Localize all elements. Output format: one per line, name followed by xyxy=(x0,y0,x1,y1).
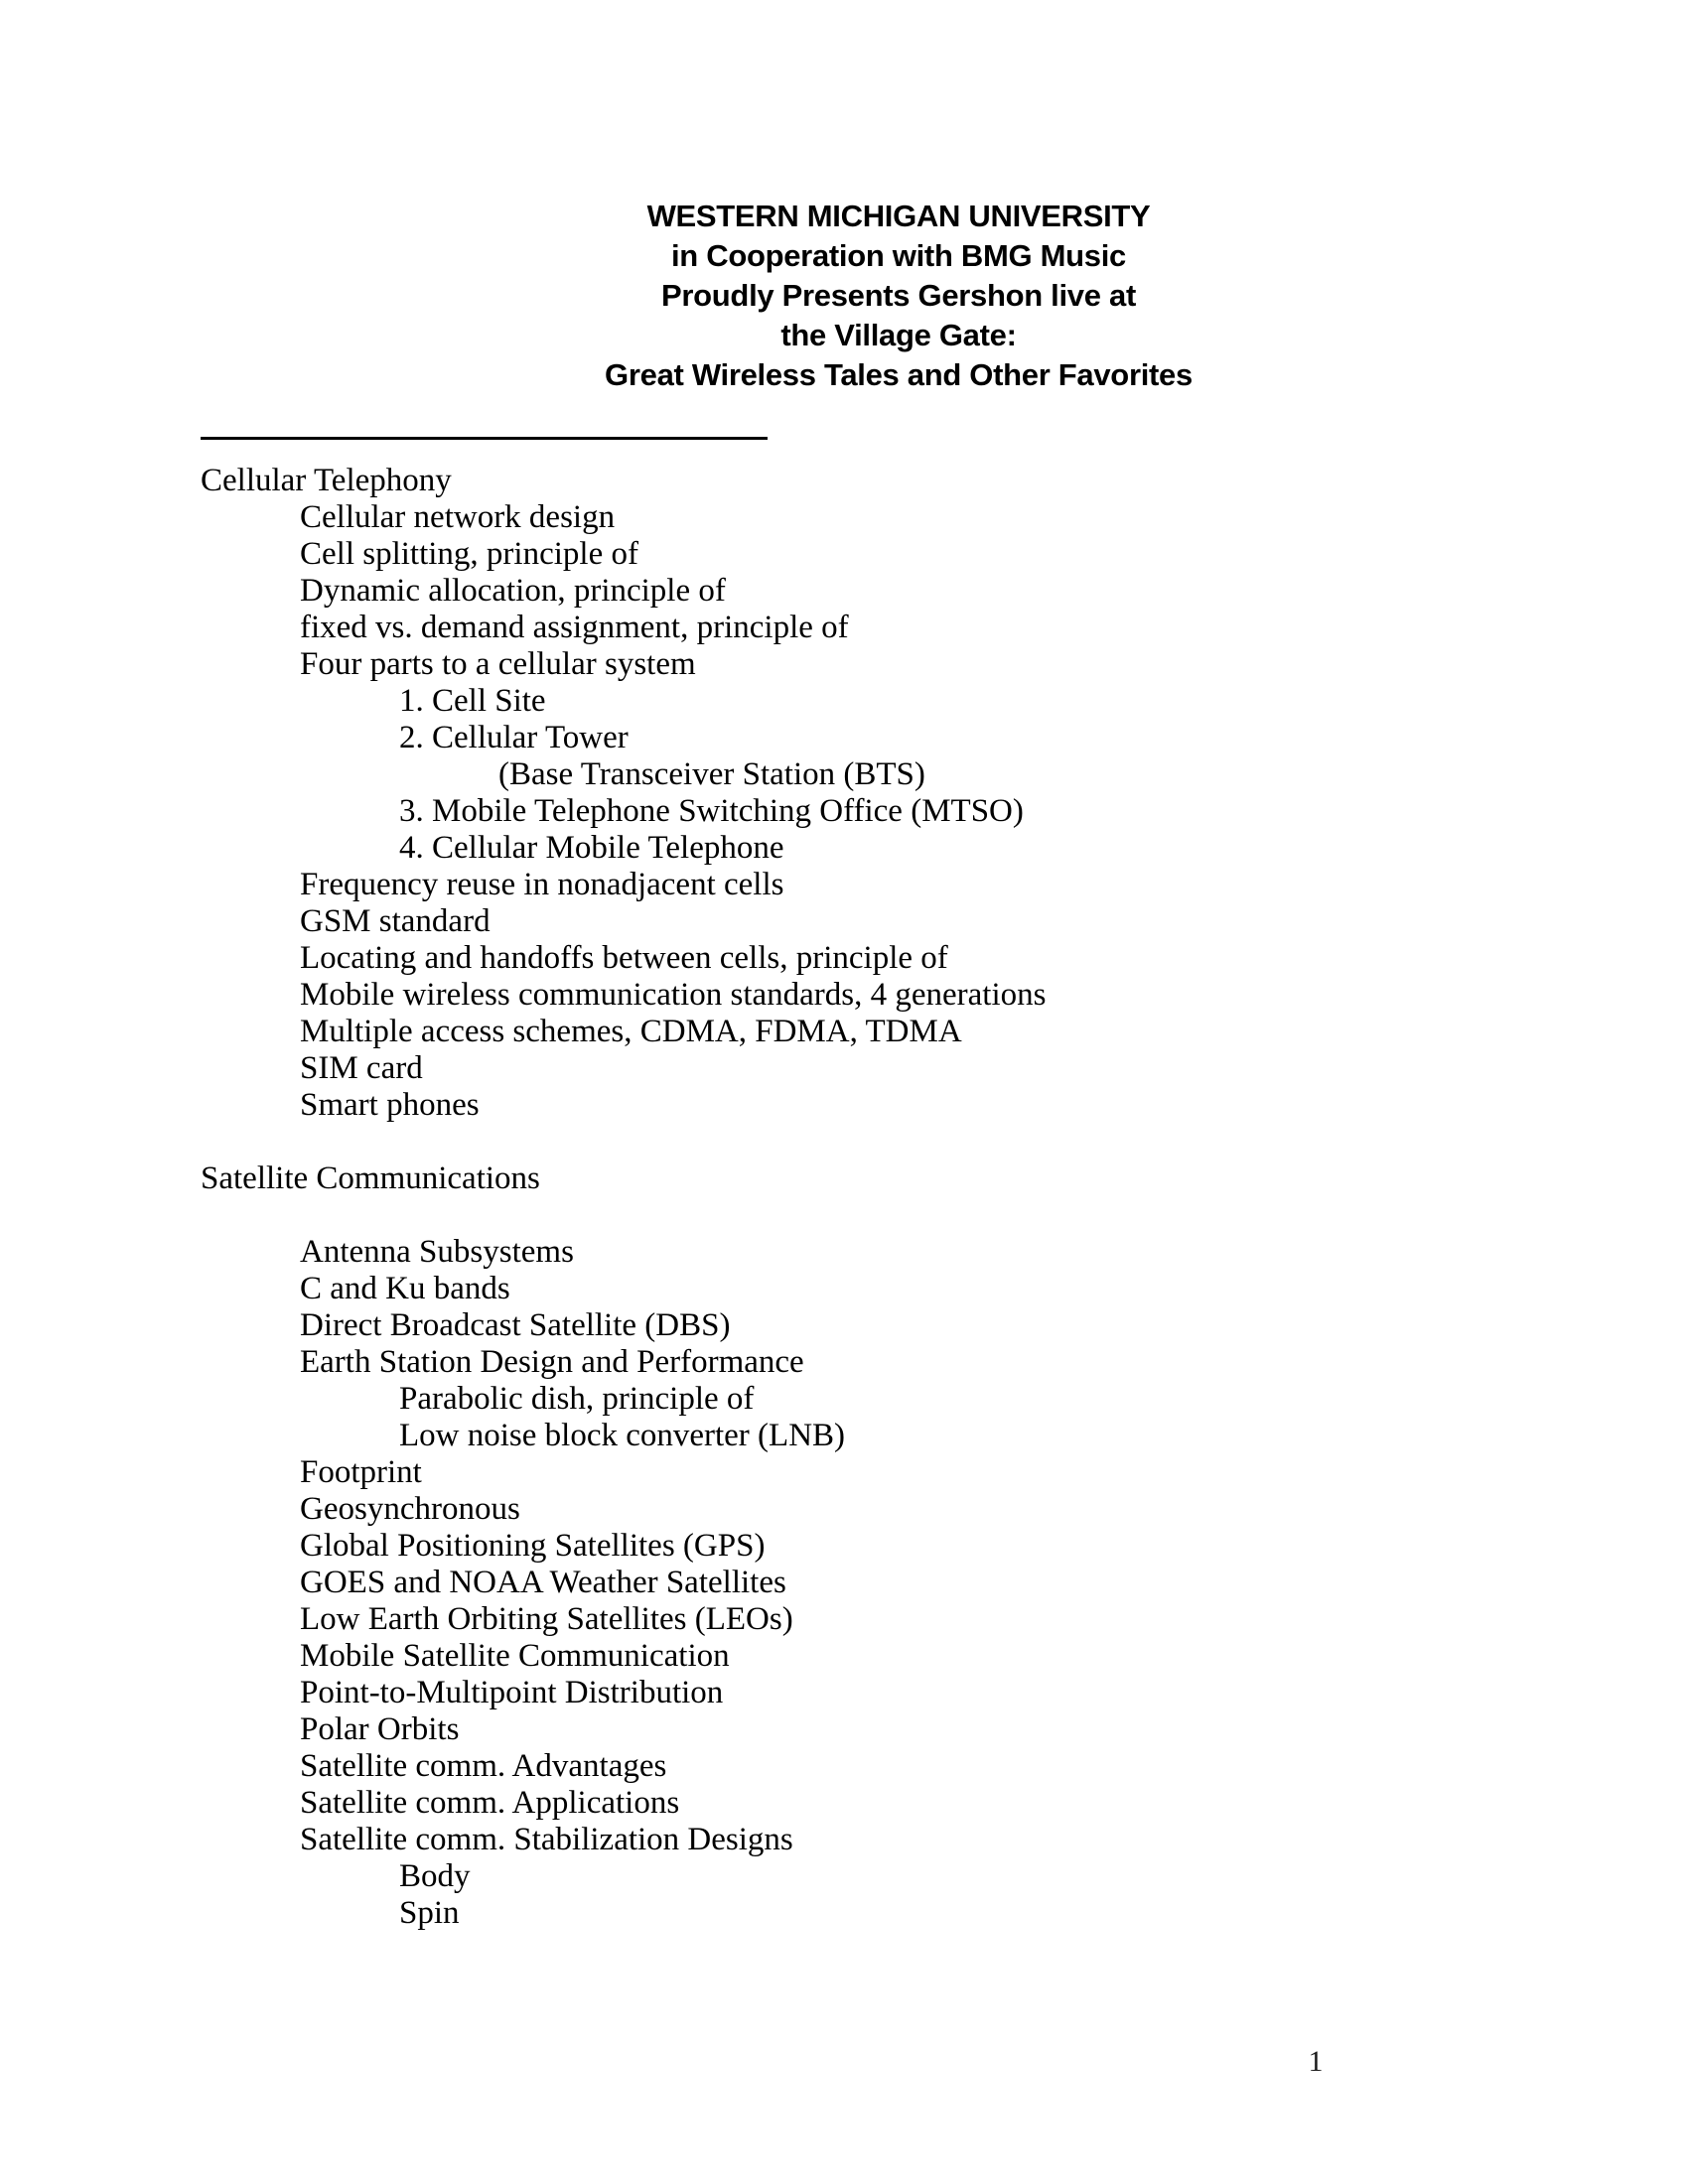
outline-item: Spin xyxy=(399,1895,460,1931)
title-block xyxy=(109,197,1688,395)
divider-rule xyxy=(201,437,768,440)
outline-item: Smart phones xyxy=(300,1087,480,1123)
title-line-1: WESTERN MICHIGAN UNIVERSITY xyxy=(646,199,1151,233)
outline-item: Parabolic dish, principle of xyxy=(399,1381,755,1417)
outline-item: Low noise block converter (LNB) xyxy=(399,1418,846,1453)
outline-item: Polar Orbits xyxy=(300,1711,460,1747)
section-items xyxy=(201,499,1591,1124)
document-sections xyxy=(201,463,1591,1932)
outline-item: Cell splitting, principle of xyxy=(300,536,638,572)
outline-item: fixed vs. demand assignment, principle of xyxy=(300,610,849,645)
outline-item: 4. Cellular Mobile Telephone xyxy=(399,830,784,866)
title-line-3: Proudly Presents Gershon live at xyxy=(661,278,1136,313)
outline-item: GSM standard xyxy=(300,903,491,939)
outline-item: 2. Cellular Tower xyxy=(399,720,629,755)
outline-item: Mobile wireless communication standards, 4 generations xyxy=(300,977,1047,1013)
outline-item: Multiple access schemes, CDMA, FDMA, TDMA xyxy=(300,1014,962,1049)
outline-item: C and Ku bands xyxy=(300,1271,510,1306)
outline-item: Footprint xyxy=(300,1454,422,1490)
title-line-2: in Cooperation with BMG Music xyxy=(670,238,1126,273)
outline-item: 1. Cell Site xyxy=(399,683,546,719)
outline-item: Geosynchronous xyxy=(300,1491,520,1527)
title-line-4: the Village Gate: xyxy=(780,318,1017,352)
outline-item: SIM card xyxy=(300,1050,423,1086)
outline-item: Satellite comm. Applications xyxy=(300,1785,680,1821)
outline-item: Satellite comm. Advantages xyxy=(300,1748,667,1784)
outline-item: Global Positioning Satellites (GPS) xyxy=(300,1528,766,1564)
section-items xyxy=(201,1234,1591,1932)
outline-item: Low Earth Orbiting Satellites (LEOs) xyxy=(300,1601,793,1637)
outline-item: Frequency reuse in nonadjacent cells xyxy=(300,867,784,902)
outline-item: Cellular network design xyxy=(300,499,616,535)
title-line-5: Great Wireless Tales and Other Favorites xyxy=(605,357,1193,392)
outline-item: Four parts to a cellular system xyxy=(300,646,696,682)
outline-item: (Base Transceiver Station (BTS) xyxy=(498,756,925,792)
outline-item: Locating and handoffs between cells, principle of xyxy=(300,940,948,976)
outline-item: Satellite comm. Stabilization Designs xyxy=(300,1822,793,1857)
page-number: 1 xyxy=(1308,2045,1324,2078)
outline-item: Earth Station Design and Performance xyxy=(300,1344,804,1380)
outline-item: Point-to-Multipoint Distribution xyxy=(300,1675,724,1710)
outline-item: GOES and NOAA Weather Satellites xyxy=(300,1565,786,1600)
outline-item: Mobile Satellite Communication xyxy=(300,1638,730,1674)
outline-item: Body xyxy=(399,1858,471,1894)
section-heading: Satellite Communications xyxy=(201,1160,540,1196)
outline-item: Dynamic allocation, principle of xyxy=(300,573,726,609)
section-heading: Cellular Telephony xyxy=(201,463,452,498)
outline-item: Direct Broadcast Satellite (DBS) xyxy=(300,1307,731,1343)
outline-item: 3. Mobile Telephone Switching Office (MTSO) xyxy=(399,793,1024,829)
outline-section xyxy=(201,463,1591,1124)
outline-item: Antenna Subsystems xyxy=(300,1234,574,1270)
outline-section xyxy=(201,1160,1591,1932)
